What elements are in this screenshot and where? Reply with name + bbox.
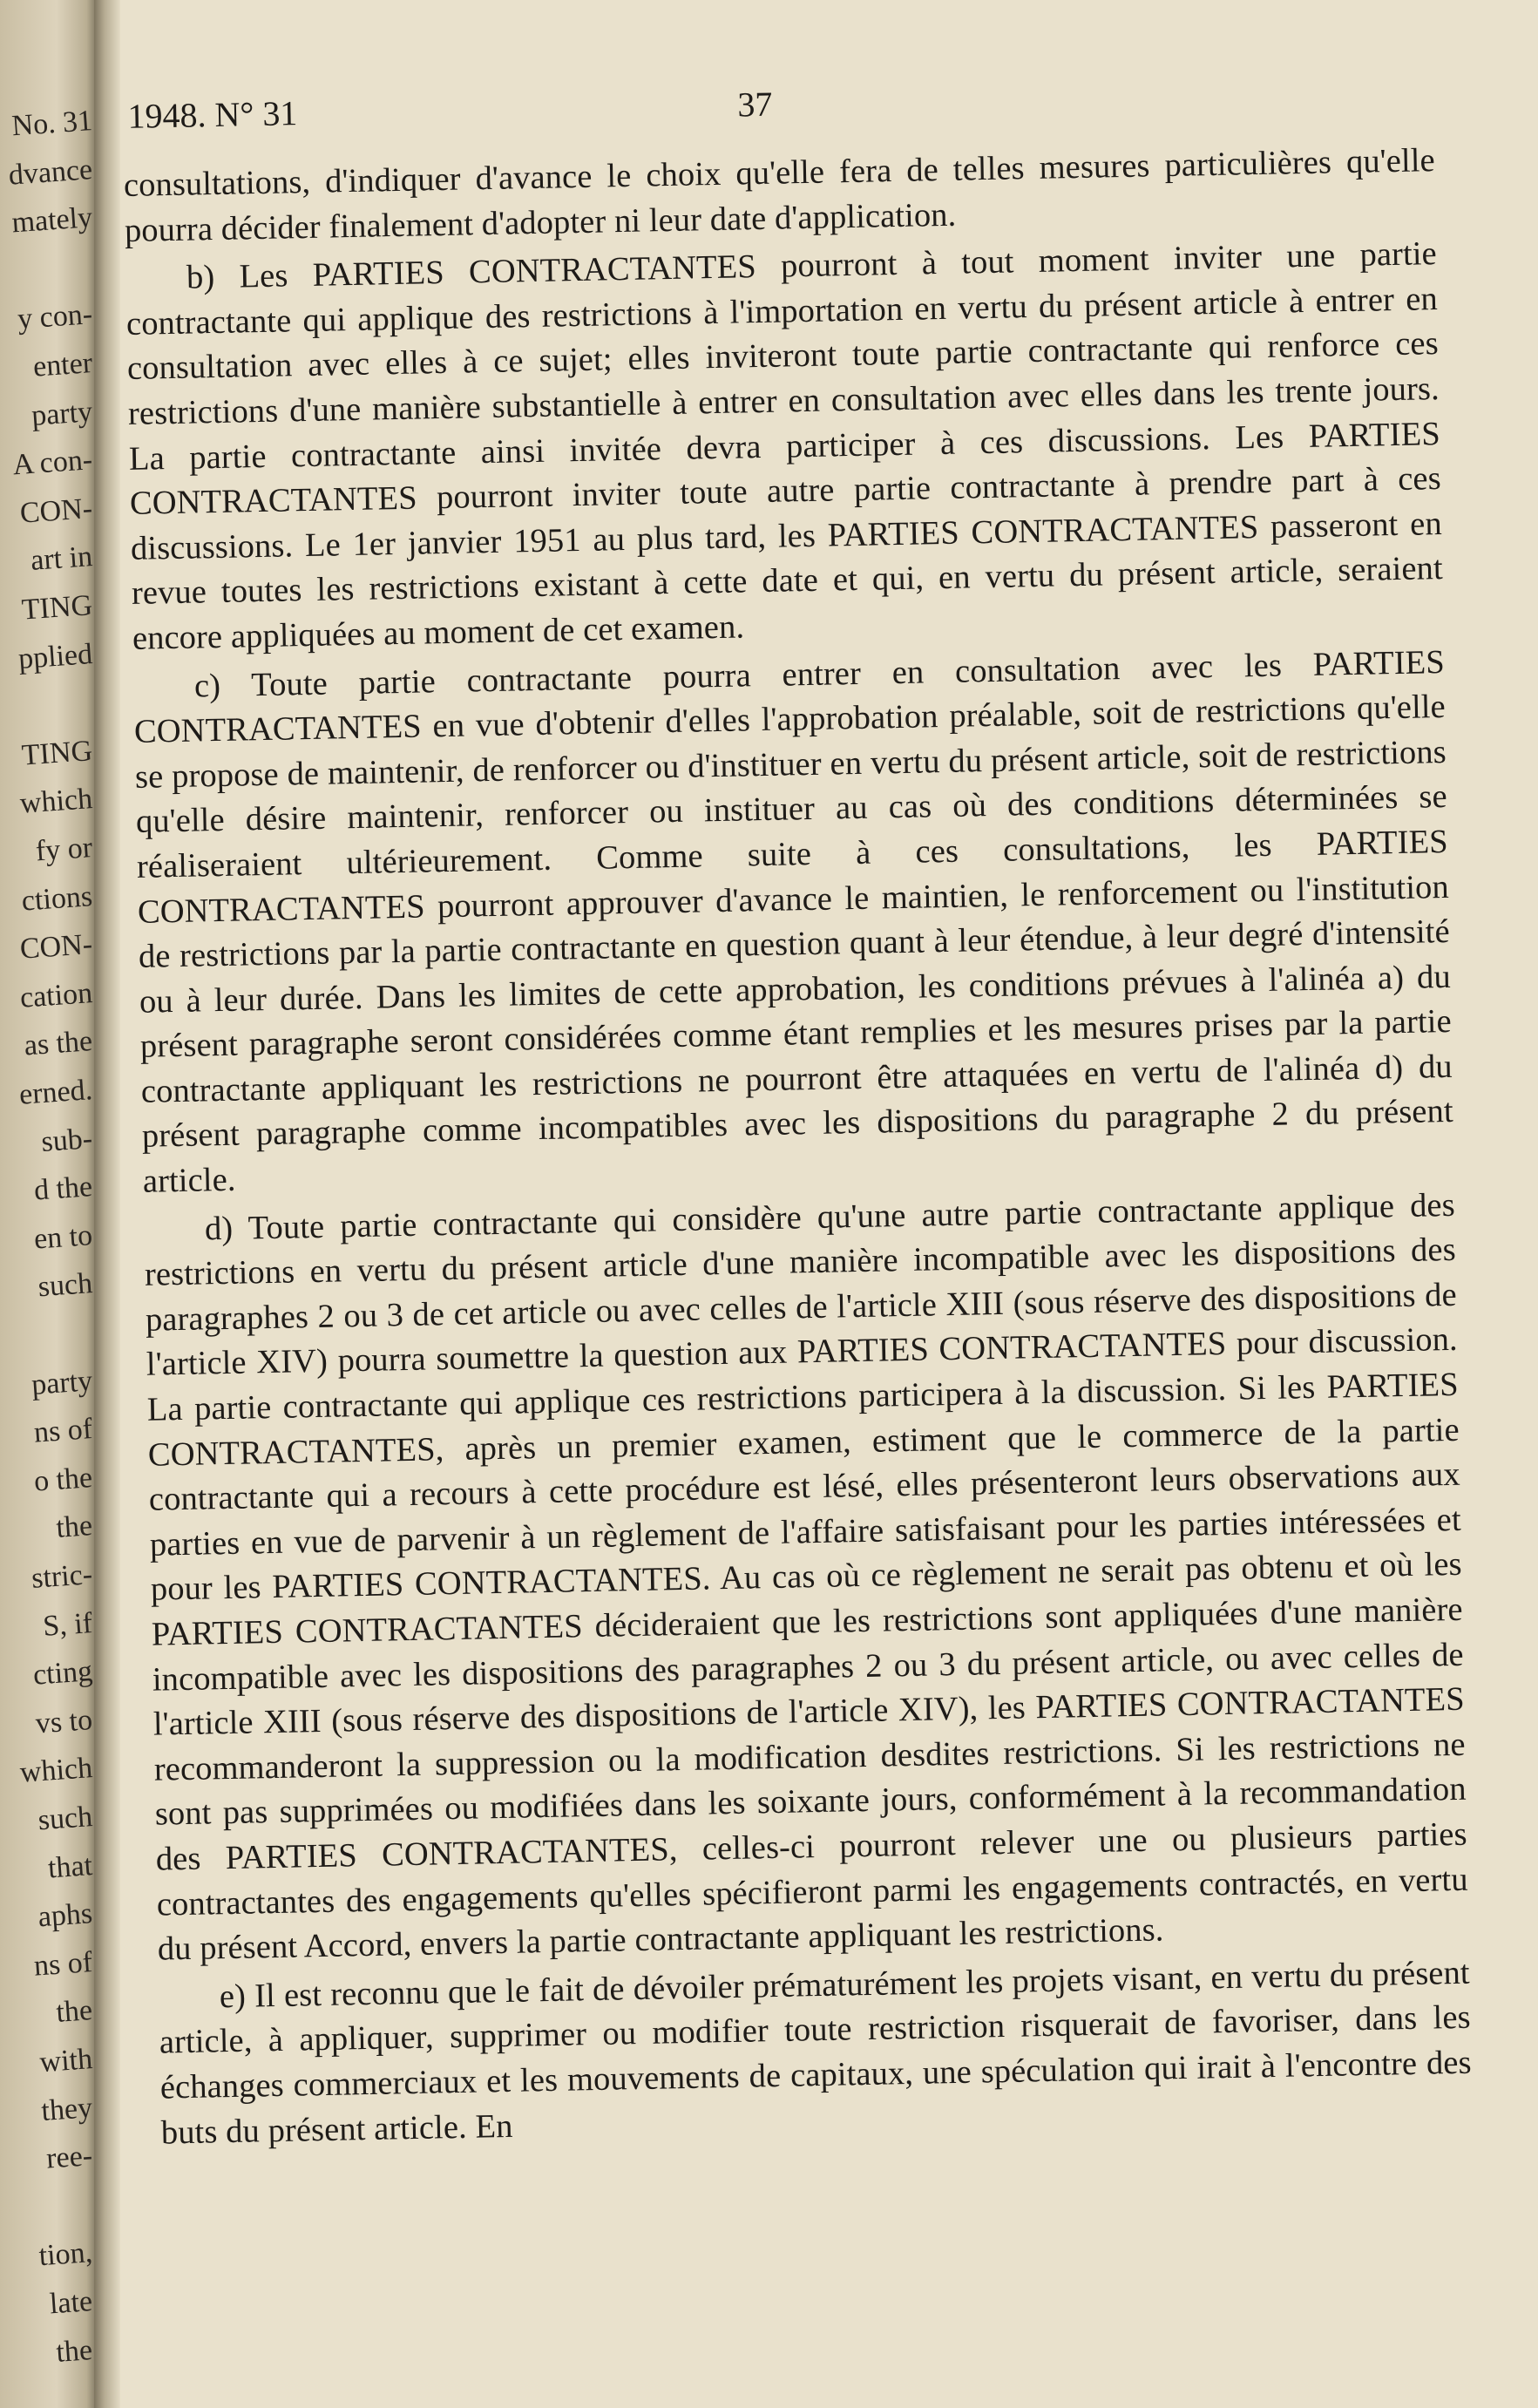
margin-fragment	[2, 2188, 92, 2194]
margin-fragment: late	[48, 2285, 94, 2321]
margin-fragment: cting	[31, 1655, 94, 1692]
paragraph-continuation: consultations, d'indiquer d'avance le choix qu'elle fera de telles mesures particulières qu'elle pourra décider finalement d'adopter ni leur date d'application.	[123, 142, 1436, 249]
margin-fragment: party	[30, 395, 94, 432]
margin-fragment: o the	[32, 1461, 94, 1498]
margin-fragment: such	[37, 1267, 94, 1304]
margin-fragment: A con-	[11, 444, 94, 482]
body-text	[123, 139, 1473, 2156]
margin-fragment: fy or	[34, 831, 94, 868]
margin-fragment: which	[18, 1752, 94, 1790]
page-number: 37	[736, 84, 773, 125]
margin-fragment: such	[37, 1801, 94, 1837]
margin-fragment: TING	[20, 589, 94, 627]
margin-fragment: vs to	[34, 1703, 94, 1740]
facing-page-margin	[0, 0, 94, 2408]
margin-fragment: tion,	[37, 2236, 94, 2273]
margin-fragment: S, if	[42, 1606, 94, 1643]
margin-fragment	[2, 1316, 92, 1322]
margin-fragment: the	[55, 1994, 94, 2030]
margin-fragment: the	[55, 1509, 94, 1545]
margin-fragment: CON-	[18, 492, 94, 530]
margin-fragment: enter	[31, 347, 94, 383]
margin-fragment	[2, 686, 92, 692]
margin-fragment: sub-	[40, 1122, 94, 1158]
margin-fragment: the	[55, 2333, 94, 2369]
paragraph-e: e) Il est reconnu que le fait de dévoiler prématurément les projets visant, en vertu du présent article, à appliquer, supprimer ou modifier toute restriction risquerait de favoriser, dans les échanges commerciaux et les mouvements de capitaux, une spéculation qui irait à l'encontre des buts du présent article. En	[159, 1954, 1473, 2152]
margin-fragment	[2, 250, 92, 256]
paragraph-b: b) Les PARTIES CONTRACTANTES pourront à tout moment inviter une partie contractante qui applique des restrictions à l'importation en vertu du présent article à entrer en consultation avec elles à ce sujet; elles inviteront toute partie contractante qui renforce ces restrictions d'une manière substantielle à entrer en consultation avec elles dans les trente jours. La partie contractante ainsi invitée devra participer à ces discussions. Les PARTIES CONTRACTANTES pourront inviter toute autre partie contractante à prendre part à ces discussions. Le 1er janvier 1951 au plus tard, les PARTIES CONTRACTANTES passeront en revue toutes les restrictions existant à cette date et qui, en vertu du présent article, seraient encore appliquées au moment de cet examen.	[125, 235, 1444, 657]
margin-fragment: aphs	[37, 1897, 94, 1934]
volume-number: 1948. N° 31	[127, 93, 298, 136]
margin-fragment: erned.	[17, 1074, 94, 1111]
margin-fragment: ctions	[20, 879, 94, 918]
margin-fragment: dvance	[7, 153, 94, 192]
margin-fragment: stric-	[30, 1558, 94, 1595]
margin-fragment: ns of	[32, 1945, 94, 1983]
margin-fragment: cation	[18, 976, 94, 1014]
book-fold-shadow	[94, 0, 120, 2408]
margin-fragment: No. 31	[10, 105, 94, 143]
margin-fragment: which	[18, 783, 94, 821]
margin-fragment: y con-	[16, 298, 94, 336]
document-page	[122, 71, 1476, 2326]
margin-fragment: party	[30, 1364, 94, 1401]
margin-fragment: TING	[20, 734, 94, 772]
margin-fragment: they	[40, 2091, 94, 2127]
margin-fragment: art in	[30, 540, 94, 578]
margin-fragment: d the	[32, 1170, 94, 1207]
margin-fragment: ree-	[44, 2140, 94, 2175]
margin-fragment: CON-	[18, 928, 94, 966]
margin-fragment: as the	[23, 1025, 94, 1062]
margin-fragment: ns of	[32, 1413, 94, 1449]
paragraph-d: d) Toute partie contractante qui considère qu'une autre partie contractante applique des restrictions en vertu du présent article d'une manière incompatible avec les dispositions des paragraphes 2 ou 3 de cet article ou avec celles de l'article XIII (sous réserve des dispositions de l'article XIV) pourra soumettre la question aux PARTIES CONTRACTANTES pour discussion. La partie contractante qui applique ces restrictions participera à la discussion. Si les PARTIES CONTRACTANTES, après un premier examen, estiment que le commerce de la partie contractante qui a recours à cette procédure est lésé, elles présenteront leurs observations aux parties en vue de parvenir à un règlement de l'affaire satisfaisant pour les parties intéressées et pour les PARTIES CONTRACTANTES. Au cas où ce règlement ne serait pas obtenu et où les PARTIES CONTRACTANTES décideraient que les restrictions sont appliquées d'une manière incompatible avec les dispositions des paragraphes 2 ou 3 du présent article, ou avec celles de l'article XIII (sous réserve des dispositions de l'article XIV), les PARTIES CONTRACTANTES recommanderont la suppression ou la modification desdites restrictions. Si les restrictions ne sont pas supprimées ou modifiées dans les soixante jours, conformément à la recommandation des PARTIES CONTRACTANTES, celles-ci pourront relever une ou plusieurs parties contractantes des engagements qu'elles spécifieront parmi les engagements contractés, en vertu du présent Accord, envers la partie contractante appliquant les restrictions.	[144, 1186, 1468, 1968]
margin-fragment: en to	[32, 1218, 94, 1256]
margin-fragment: with	[38, 2043, 94, 2079]
margin-fragment: mately	[10, 201, 94, 240]
paragraph-c: c) Toute partie contractante pourra entrer en consultation avec les PARTIES CONTRACTANTES en vue d'obtenir d'elles l'approbation préalable, soit de restrictions qu'elle se propose de maintenir, de renforcer ou d'instituer en vertu du présent article, soit de restrictions qu'elle désire maintenir, renforcer ou instituer au cas où des conditions déterminées se réaliseraient ultérieurement. Comme suite à ces consultations, les PARTIES CONTRACTANTES pourront approuver d'avance le maintien, le renforcement ou l'institution de restrictions par la partie contractante en question quant à leur étendue, à leur degré d'intensité ou à leur durée. Dans les limites de cette approbation, les conditions prévues à l'alinéa a) du présent paragraphe seront considérées comme étant remplies et les mesures prises par la partie contractante appliquant les restrictions ne pourront être attaquées en vertu de l'alinéa d) du présent paragraphe comme incompatibles avec les dispositions du paragraphe 2 du présent article.	[133, 643, 1454, 1200]
margin-fragment: that	[46, 1848, 94, 1885]
margin-fragment: pplied	[17, 637, 94, 675]
